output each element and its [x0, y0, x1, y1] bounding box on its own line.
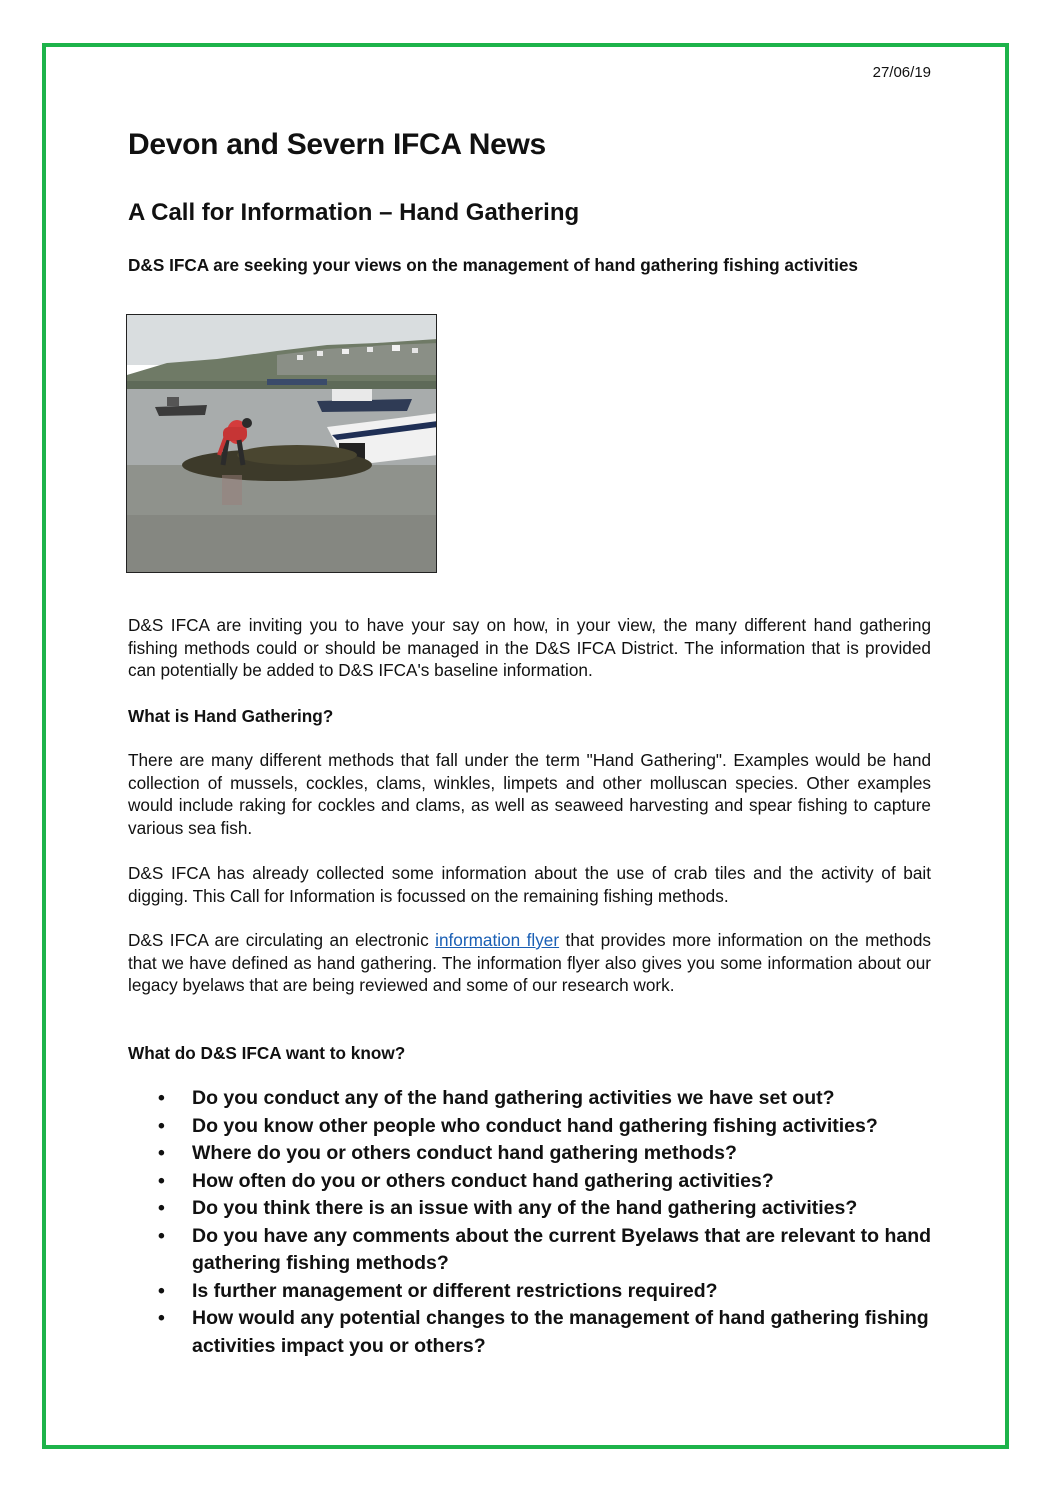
question-text: Do you know other people who conduct hand gathering fishing activities? — [192, 1114, 878, 1137]
question-text: Do you think there is an issue with any of the hand gathering activities? — [192, 1197, 858, 1219]
list-item — [128, 1085, 938, 1113]
lead-paragraph: D&S IFCA are seeking your views on the management of hand gathering fishing activities — [128, 255, 858, 275]
question-text: How often do you or others conduct hand gathering activities? — [192, 1169, 774, 1192]
questions-list — [128, 1085, 938, 1360]
hand-gathering-photo — [126, 314, 437, 573]
list-item — [128, 1278, 938, 1306]
bullet-icon: • — [158, 1279, 165, 1302]
flyer-text-after: that provides more information on the methods that we have defined as hand gathering. The information flyer also gives you some information about our legacy byelaws that are being reviewed and some of our research work. — [128, 930, 931, 995]
want-to-know-heading: What do D&S IFCA want to know? — [128, 1043, 406, 1063]
list-item — [128, 1305, 938, 1360]
question-text: Is further management or different restrictions required? — [192, 1279, 718, 1302]
already-collected-paragraph: D&S IFCA has already collected some information about the use of crab tiles and the activity of bait digging. This Call for Information is focussed on the remaining fishing methods. — [128, 863, 931, 906]
question-text: Do you have any comments about the current Byelaws that are relevant to hand gathering fishing methods? — [192, 1224, 932, 1274]
list-item — [128, 1168, 938, 1196]
bullet-icon: • — [158, 1169, 165, 1192]
bullet-icon: • — [158, 1142, 165, 1164]
list-item — [128, 1195, 938, 1223]
page-title: Devon and Severn IFCA News — [128, 128, 546, 161]
bullet-icon: • — [158, 1307, 165, 1329]
list-item — [128, 1113, 938, 1141]
article-title: A Call for Information – Hand Gathering — [128, 199, 580, 226]
what-is-heading: What is Hand Gathering? — [128, 706, 334, 726]
flyer-paragraph — [128, 929, 931, 997]
photo-illustration — [127, 315, 437, 573]
intro-paragraph: D&S IFCA are inviting you to have your say on how, in your view, the many different hand gathering fishing methods could or should be managed in the D&S IFCA District. The information that is provided can potentially be added to D&S IFCA's baseline information. — [128, 615, 931, 680]
date: 27/06/19 — [872, 64, 931, 81]
information-flyer-link[interactable]: information flyer — [435, 930, 560, 950]
question-text: Where do you or others conduct hand gathering methods? — [192, 1142, 737, 1164]
bullet-icon: • — [158, 1197, 165, 1219]
methods-paragraph: There are many different methods that fall under the term "Hand Gathering". Examples would be hand collection of mussels, cockles, clams, winkles, limpets and other molluscan species. Other examples would include raking for cockles and clams, as well as seaweed harvesting and spear fishing to capture various sea fish. — [128, 750, 931, 838]
question-text: Do you conduct any of the hand gathering activities we have set out? — [192, 1087, 835, 1109]
flyer-text-before: D&S IFCA are circulating an electronic — [128, 930, 436, 950]
bullet-icon: • — [158, 1114, 165, 1137]
bullet-icon: • — [158, 1087, 165, 1109]
question-text: How would any potential changes to the management of hand gathering fishing activities impact you or others? — [192, 1307, 929, 1357]
bullet-icon: • — [158, 1224, 165, 1247]
list-item — [128, 1140, 938, 1168]
list-item — [128, 1223, 938, 1278]
